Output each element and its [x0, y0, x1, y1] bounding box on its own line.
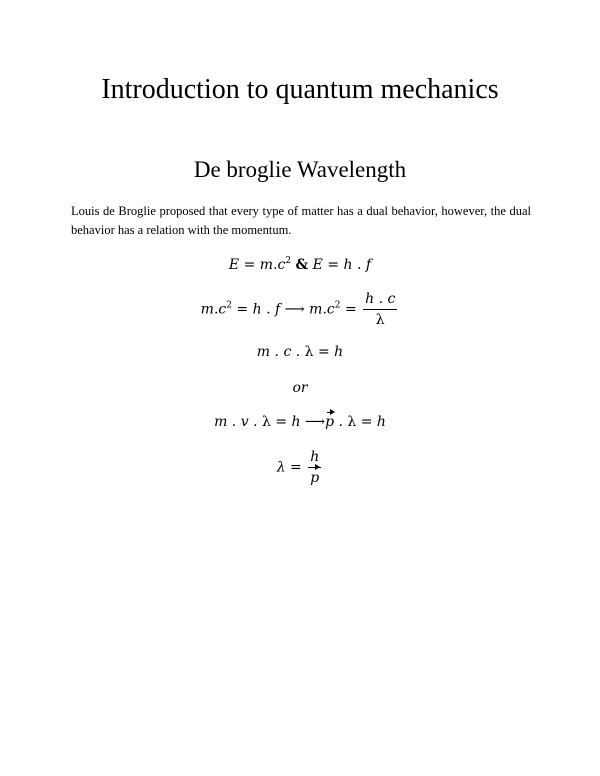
equation-velocity-wavelength — [0, 414, 600, 430]
eq2-dot-3: . — [322, 301, 327, 318]
eq1-h: h — [343, 257, 353, 273]
eq5-p-vector: p — [325, 414, 335, 430]
eq2-f: f — [275, 301, 281, 318]
section-heading: De broglie Wavelength — [193, 157, 407, 182]
document-title: Introduction to quantum mechanics — [101, 74, 499, 105]
eq6-denominator-p-vector: p — [310, 470, 320, 486]
eq1-exponent: 2 — [285, 256, 292, 266]
eq5-dot-3: . — [338, 414, 343, 430]
eq6-lambda: λ — [276, 459, 286, 476]
eq2-dot: . — [213, 301, 219, 318]
equation-mass-energy-frequency — [0, 290, 600, 329]
eq1-equals-2: = — [327, 257, 340, 273]
eq5-h: h — [291, 414, 301, 430]
eq5-equals-2: = — [360, 414, 373, 430]
eq2-equals-2: = — [344, 301, 357, 318]
eq1-dot-2: . — [357, 257, 362, 273]
eq1-ampersand: & — [295, 257, 309, 273]
eq5-m: m — [214, 414, 228, 430]
eq2-dot-2: . — [266, 301, 271, 318]
eq6-equals: = — [290, 459, 302, 476]
eq2-c-2: c — [326, 301, 335, 318]
eq1-f: f — [365, 257, 372, 273]
eq3-dot: . — [274, 344, 279, 360]
eq5-h-2: h — [376, 414, 386, 430]
eq2-h: h — [252, 301, 262, 318]
eq1-E: E — [228, 257, 240, 273]
eq5-equals: = — [275, 414, 288, 430]
equation-or — [0, 380, 600, 396]
eq5-dot-2: . — [253, 414, 258, 430]
eq5-dot: . — [231, 414, 237, 430]
eq1-m: m — [259, 257, 274, 273]
eq5-v: v — [240, 414, 249, 430]
eq2-m: m — [200, 301, 214, 318]
eq3-equals: = — [317, 344, 330, 360]
eq3-dot-2: . — [295, 344, 301, 360]
equation-energy-relations — [0, 256, 600, 273]
eq2-equals: = — [236, 301, 249, 318]
body-paragraph: Louis de Broglie proposed that every type of matter has a dual behavior, however, the dual behavior has a relation with the momentum. — [71, 204, 531, 237]
eq2-arrow: ⟶ — [284, 301, 305, 318]
eq1-dot: . — [273, 257, 278, 273]
eq2-c: c — [218, 301, 227, 318]
eq6-fraction — [308, 448, 321, 487]
eq2-exponent-2: 2 — [334, 300, 341, 311]
eq1-c: c — [277, 257, 286, 273]
eq1-equals: = — [243, 257, 256, 273]
eq3-m: m — [256, 344, 271, 360]
eq3-c: c — [283, 344, 292, 360]
eq5-lambda-2: λ — [347, 414, 357, 430]
eq6-numerator: h — [308, 448, 321, 468]
eq1-E2: E — [312, 257, 323, 273]
eq2-m-2: m — [309, 301, 323, 318]
equation-momentum-wavelength — [0, 344, 600, 360]
eq5-lambda: λ — [261, 414, 271, 430]
equation-de-broglie — [0, 448, 600, 487]
or-text: or — [292, 380, 308, 396]
eq2-numerator: h . c — [363, 290, 397, 310]
eq2-exponent: 2 — [226, 300, 232, 311]
eq2-fraction — [363, 290, 397, 329]
eq2-denominator: λ — [375, 312, 385, 328]
eq5-arrow: ⟶ — [304, 414, 326, 430]
eq3-lambda: λ — [304, 344, 314, 360]
eq3-h: h — [334, 344, 344, 360]
